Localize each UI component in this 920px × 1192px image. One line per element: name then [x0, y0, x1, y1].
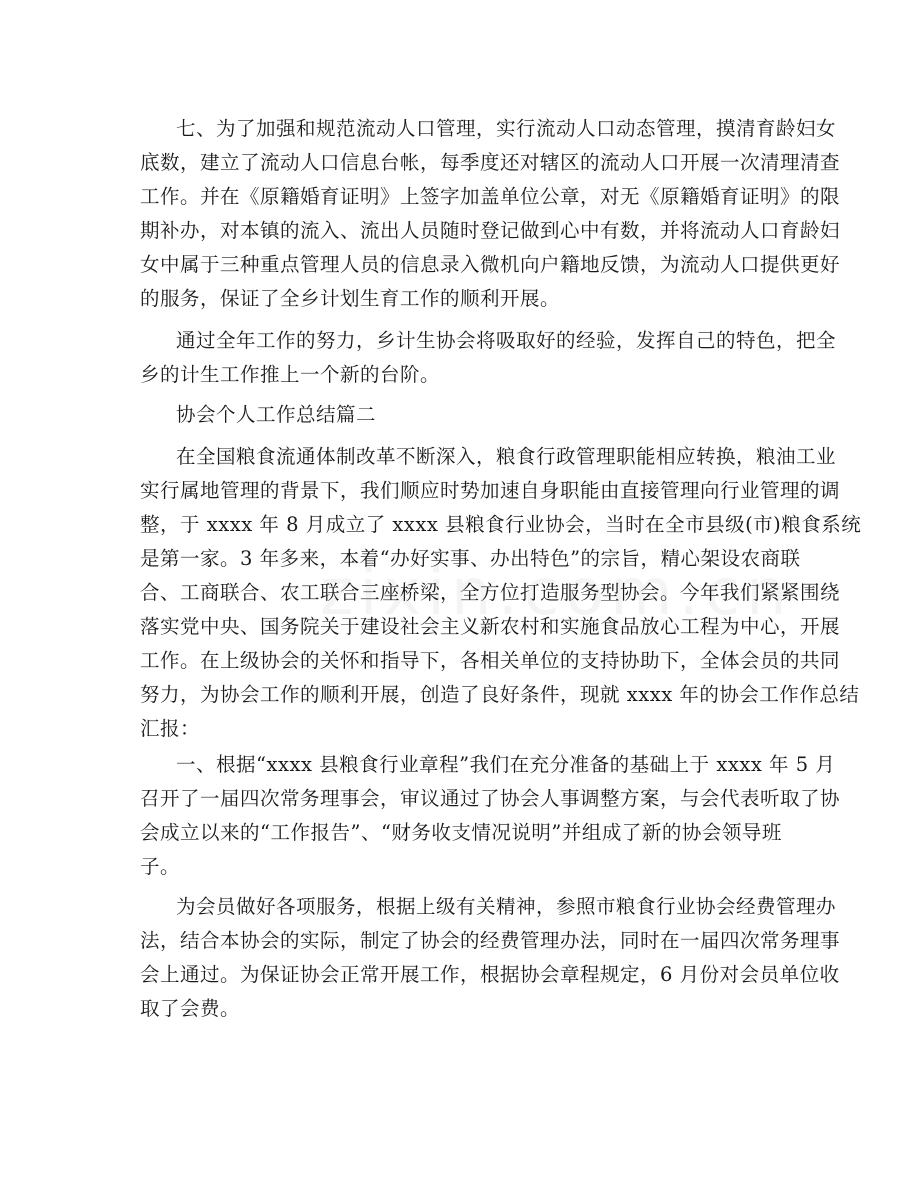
para3-line2: 实行属地管理的背景下，我们顺应时势加速自身职能由直接管理向行业管理的调	[140, 479, 841, 502]
para4-line1: 一、根据“xxxx 县粮食行业章程”我们在充分准备的基础上于 xxxx 年 5 月	[176, 753, 836, 776]
para1-line3: 工作。并在《原籍婚育证明》上签字加盖单位公章，对无《原籍婚育证明》的限	[140, 185, 841, 208]
para3-line3: 整，于 xxxx 年 8 月成立了 xxxx 县粮食行业协会，当时在全市县级(市)粮食系统	[140, 513, 862, 536]
para1-line1: 七、为了加强和规范流动人口管理，实行流动人口动态管理，摸清育龄妇女	[176, 117, 837, 140]
section-heading: 协会个人工作总结篇二	[176, 403, 377, 426]
para4-line2: 召开了一届四次常务理事会，审议通过了协会人事调整方案，与会代表听取了协	[140, 787, 841, 810]
para3-line7: 工作。在上级协会的关怀和指导下，各相关单位的支持协助下，全体会员的共同	[140, 649, 841, 672]
para5-line2: 法，结合本协会的实际，制定了协会的经费管理办法，同时在一届四次常务理事	[140, 929, 841, 952]
para3-line6: 落实党中央、国务院关于建设社会主义新农村和实施食品放心工程为中心，开展	[140, 615, 841, 638]
para1-line5: 女中属于三种重点管理人员的信息录入微机向户籍地反馈，为流动人口提供更好	[140, 253, 841, 276]
para1-line2: 底数，建立了流动人口信息台帐，每季度还对辖区的流动人口开展一次清理清查	[140, 151, 841, 174]
para3-line4: 是第一家。3 年多来，本着“办好实事、办出特色”的宗旨，精心架设农商联	[140, 547, 801, 570]
para5-line4: 取了会费。	[140, 997, 241, 1020]
para3-line1: 在全国粮食流通体制改革不断深入，粮食行政管理职能相应转换，粮油工业	[176, 445, 837, 468]
para5-line1: 为会员做好各项服务，根据上级有关精神，参照市粮食行业协会经费管理办	[176, 895, 837, 918]
para4-line4: 子。	[140, 855, 181, 878]
para2-line1: 通过全年工作的努力，乡计生协会将吸取好的经验，发挥自己的特色，把全	[176, 329, 837, 352]
para3-line5: 合、工商联合、农工联合三座桥梁，全方位打造服务型协会。今年我们紧紧围绕	[140, 581, 841, 604]
para2-line2: 乡的计生工作推上一个新的台阶。	[140, 363, 441, 386]
para3-line9: 汇报：	[140, 717, 201, 740]
para5-line3: 会上通过。为保证协会正常开展工作，根据协会章程规定，6 月份对会员单位收	[140, 963, 840, 986]
para1-line6: 的服务，保证了全乡计划生育工作的顺利开展。	[140, 287, 561, 310]
para3-line8: 努力，为协会工作的顺利开展，创造了良好条件，现就 xxxx 年的协会工作作总结	[140, 683, 860, 706]
para1-line4: 期补办，对本镇的流入、流出人员随时登记做到心中有数，并将流动人口育龄妇	[140, 219, 841, 242]
para4-line3: 会成立以来的“工作报告”、“财务收支情况说明”并组成了新的协会领导班	[140, 821, 782, 844]
